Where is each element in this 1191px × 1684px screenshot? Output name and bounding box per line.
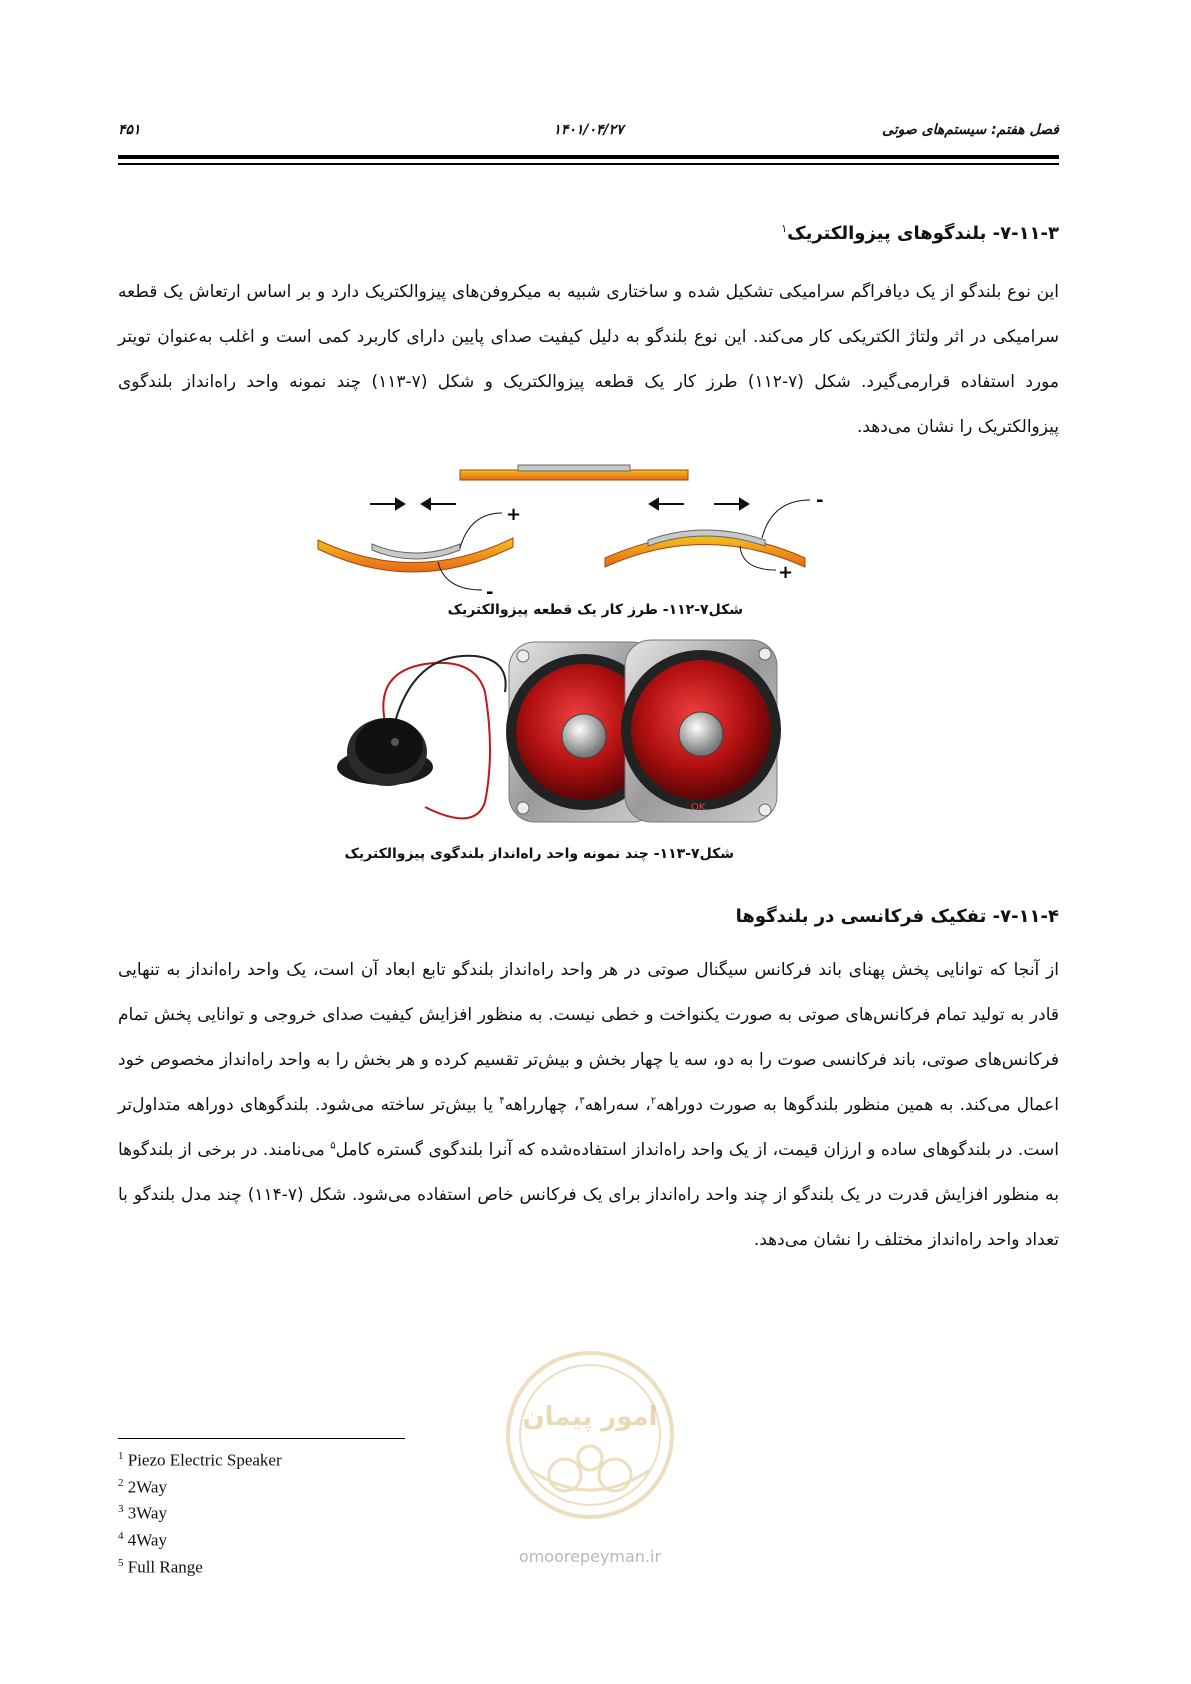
footnotes [118,1445,282,1578]
footnote-item: $^3$ 3Way [118,1503,167,1523]
footnote-rule [118,1438,405,1439]
header-rule-thin [118,163,1059,165]
right-wire-top [762,500,810,538]
page-header [118,122,1059,146]
right-plus-sign: + [778,562,794,583]
buzzer-hole [391,738,399,746]
footnote-ref: ۲ [650,1095,657,1107]
left-minus-sign: - [486,582,494,603]
section-heading-crossover: ۷-۱۱-۴- تفکیک فرکانسی در بلندگوها [735,906,1059,927]
right-minus-sign: - [816,490,824,511]
paragraph-text: ، چهارراهه [504,1095,580,1115]
section-heading-piezo [781,222,1059,244]
footnote-ref: ۳ [579,1095,585,1107]
section-heading-text: ۷-۱۱-۳- بلندگوهای پیزوالکتریک [787,223,1059,244]
page-number: ۴۵۱ [118,122,141,138]
left-arrows [370,499,456,509]
paragraph-text: یا بیش‌تر ساخته می‌شود. بلندگوهای دوراهه متداول‌تر است. در بلندگوهای ساده و ارزان قیمت، از یک واحد راه‌انداز استفاده‌شده که آنرا بلندگوی گستره کامل [118,1095,1059,1160]
footnote-ref: ۱ [781,222,788,235]
header-rule-thick [118,155,1059,159]
footnote-item: $^5$ Full Range [118,1556,203,1577]
right-bent-plate [605,536,805,568]
footnote-item: $^2$ 2Way [118,1476,167,1497]
header-date: ۱۴۰۱/۰۴/۲۷ [553,122,624,138]
footnote-ref: ۴ [499,1095,505,1107]
watermark-seal-text: امور پیمان [522,1402,658,1432]
watermark-seal [485,1340,695,1580]
watermark-site: omoorepeyman.ir [518,1547,662,1566]
footnote-item: $^1$ Piezo Electric Speaker [118,1450,282,1470]
footnote-ref: ۵ [330,1140,336,1152]
figure-caption-112: شکل۷-۱۱۲- طرز کار یک قطعه پیزوالکتریک [447,602,743,618]
left-ceramic [372,544,460,559]
figure-caption-113: شکل۷-۱۱۳- چند نمونه واحد راه‌انداز بلندگوی پیزوالکتریک [344,846,734,862]
black-wire [395,656,506,722]
paragraph-text: ، سه‌راهه [584,1095,651,1115]
buzzer-top [355,718,423,774]
left-plus-sign: + [506,504,522,525]
tweeter-right [621,640,781,822]
tweeter-badge: OK [691,802,706,813]
paragraph-text: می‌نامند. در برخی از بلندگوها به منظور افزایش قدرت در یک بلندگو از چند واحد راه‌انداز برای یک فرکانس خاص استفاده می‌شود. شکل (۷-۱۱۴) چند مدل بلندگو با تعداد واحد راه‌انداز مختلف را نشان می‌دهد. [118,1140,1060,1250]
paragraph-piezo: این نوع بلندگو از یک دیافراگم سرامیکی تشکیل شده و ساختاری شبیه به میکروفن‌های پیزوالکتریک دارد و بر اساس ارتعاش یک قطعه سرامیکی در اثر ولتاژ الکتریکی کار می‌کند. این نوع بلندگو به دلیل کیفیت صدای پایین دارای کاربرد کمی است و اغلب به‌عنوان تویتر مورد استفاده قرارمی‌گیرد. شکل (۷-۱۱۲) طرز کار یک قطعه پیزوالکتریک و شکل (۷-۱۱۳) چند نمونه واحد راه‌انداز بلندگوی پیزوالکتریک را نشان می‌دهد. [118,282,1059,437]
figure-piezo-speakers [335,632,835,840]
flat-ceramic [518,465,630,471]
paragraph-text: از آنجا که توانایی پخش پهنای باند فرکانس سیگنال صوتی در هر واحد راه‌انداز بلندگو تابع ابعاد آن است، یک واحد راه‌انداز به تنهایی قادر به تولید تمام فرکانس‌های صوتی به صورت یکنواخت و خطی نیست. به منظور افزایش کیفیت صدای خروجی و توانایی پخش تمام فرکانس‌های صوتی، باند فرکانسی صوت را به دو، سه یا چهار بخش و بیش‌تر تقسیم کرده و هر بخش را به واحد راه‌انداز مخصوص خود اعمال می‌کند. به همین منظور بلندگوها به صورت دوراهه [118,960,1060,1115]
paragraph-crossover [118,948,1059,1263]
right-arrows [650,499,748,509]
footnote-item: $^4$ 4Way [118,1529,167,1550]
figure-piezo-diagram [310,458,850,608]
chapter-title: فصل هفتم: سیستم‌های صوتی [882,122,1059,138]
left-wire-top [460,513,502,548]
